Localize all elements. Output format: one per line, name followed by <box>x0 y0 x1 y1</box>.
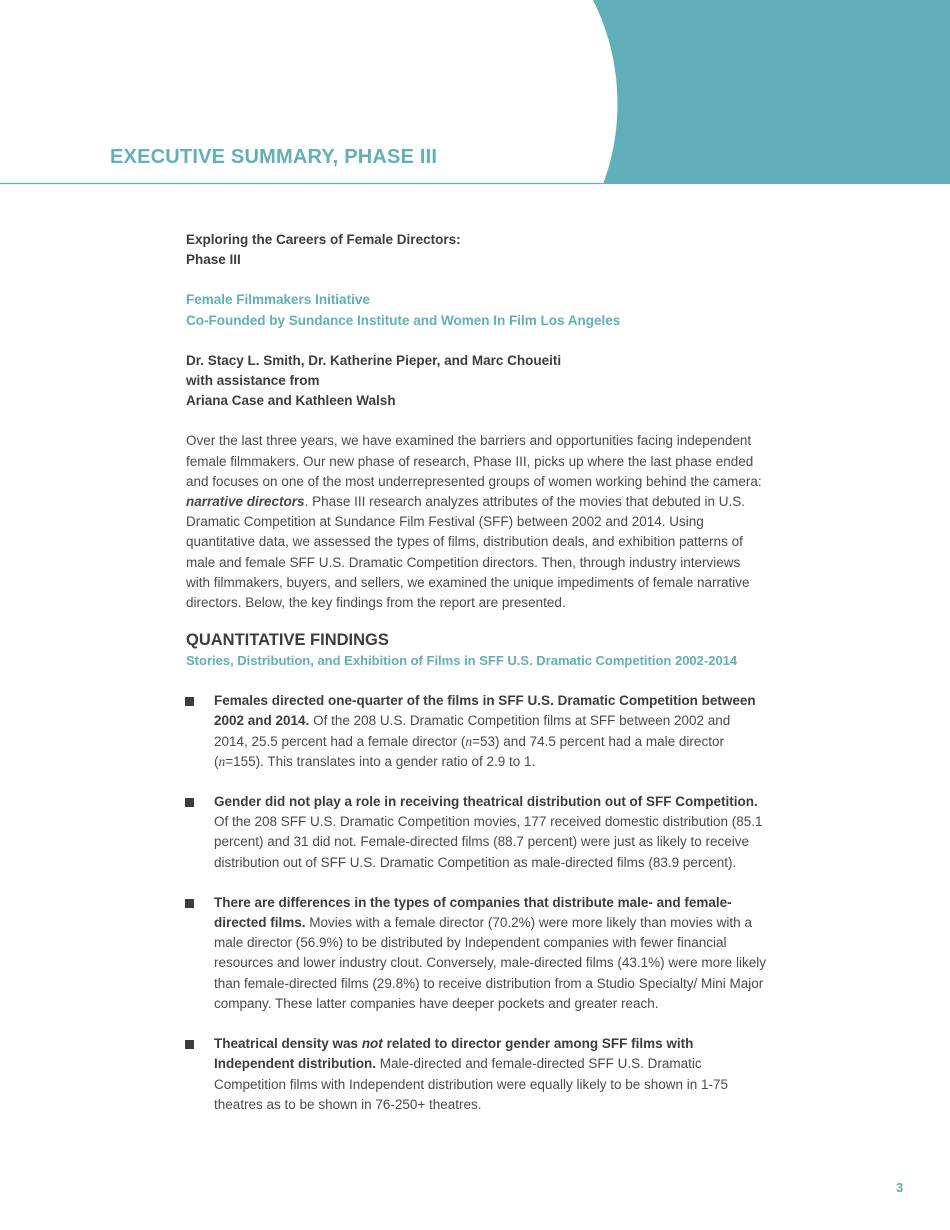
finding-lead-end: related to director gender among SFF films with Independent distribution. <box>214 1036 694 1072</box>
finding-lead: Females directed one-quarter of the films in SFF U.S. Dramatic Competition between 2002 and 2014. <box>214 693 756 729</box>
page-title: EXECUTIVE SUMMARY, PHASE III <box>110 146 438 168</box>
finding-text: =155). This translates into a gender ratio of 2.9 to 1. <box>225 753 536 769</box>
list-item <box>186 1034 766 1115</box>
authors-line-1: Dr. Stacy L. Smith, Dr. Katherine Pieper, and Marc Choueiti <box>186 352 562 368</box>
intro-paragraph <box>186 431 766 613</box>
header-decoration <box>0 0 950 200</box>
finding-n: n <box>465 733 473 749</box>
finding-n: n <box>218 753 226 769</box>
quantitative-subheading: Stories, Distribution, and Exhibition of Films in SFF U.S. Dramatic Competition 2002-2014 <box>186 653 738 669</box>
finding-text: =53) and 74.5 percent had a male director ( <box>214 733 724 769</box>
findings-list <box>186 691 766 1115</box>
finding-text: Male-directed and female-directed SFF U.S. Dramatic Competition films with Independent distribution were equally likely to be shown in 1-75 theatres as to be shown in 76-250+ theatres. <box>214 1056 729 1112</box>
square-bullet-icon <box>185 697 194 706</box>
report-title <box>186 230 766 270</box>
authors-line-3: Ariana Case and Kathleen Walsh <box>186 393 396 409</box>
list-item <box>186 792 766 873</box>
finding-text: Of the 208 SFF U.S. Dramatic Competition movies, 177 received domestic distribution (85.1 percent) and 31 did not. Female-directed films (88.7 percent) were just as likely to receive distribution out of SFF U.S. Dramatic Competition as male-directed films (83.9 percent). <box>214 814 763 870</box>
finding-lead-emphasis: not <box>361 1036 383 1052</box>
square-bullet-icon <box>185 1040 194 1049</box>
authors-block <box>186 351 766 412</box>
initiative-name: Female Filmmakers Initiative <box>186 292 370 308</box>
report-title-line-2: Phase III <box>186 252 241 268</box>
list-item <box>186 691 766 772</box>
quantitative-heading: QUANTITATIVE FINDINGS <box>186 631 389 650</box>
finding-text: Movies with a female director (70.2%) were more likely than movies with a male director (56.9%) to be distributed by Independent companies with fewer financial resources and lower industry clout. Conversely, male-directed films (43.1%) were more likely than female-directed films (29.8%) to receive distribution from a Studio Specialty/ Mini Major company. These latter companies have deeper pockets and greater reach. <box>214 915 766 1011</box>
intro-text-start: Over the last three years, we have examined the barriers and opportunities facing independent female filmmakers. Our new phase of research, Phase III, picks up where the last phase ended and focuses on one of the most underrepresented groups of women working behind the camera: <box>186 433 762 489</box>
list-item <box>186 893 766 1014</box>
square-bullet-icon <box>185 899 194 908</box>
teal-corner-shape <box>593 0 950 184</box>
finding-lead: Gender did not play a role in receiving theatrical distribution out of SFF Competition. <box>214 794 758 810</box>
finding-lead-start: Theatrical density was <box>214 1036 362 1052</box>
page-number: 3 <box>896 1180 904 1195</box>
finding-text: Of the 208 U.S. Dramatic Competition films at SFF between 2002 and 2014, 25.5 percent had a female director ( <box>214 713 731 749</box>
initiative-block <box>186 290 766 330</box>
finding-lead: There are differences in the types of companies that distribute male- and female-directed films. <box>214 894 732 931</box>
intro-emphasis: narrative directors <box>186 494 305 510</box>
authors-line-2: with assistance from <box>186 373 320 389</box>
report-title-line-1: Exploring the Careers of Female Directors: <box>186 232 461 247</box>
square-bullet-icon <box>185 798 194 807</box>
initiative-founders: Co-Founded by Sundance Institute and Women In Film Los Angeles <box>186 312 621 328</box>
main-content <box>186 230 766 1135</box>
intro-text-end: . Phase III research analyzes attributes of the movies that debuted in U.S. Dramatic Competition at Sundance Film Festival (SFF) between 2002 and 2014. Using quantitative data, we assessed the types of films, distribution deals, and exhibition patterns of male and female SFF U.S. Dramatic Competition directors. Then, through industry interviews with filmmakers, buyers, and sellers, we examined the unique impediments of female narrative directors. Below, the key findings from the report are presented. <box>186 494 750 611</box>
